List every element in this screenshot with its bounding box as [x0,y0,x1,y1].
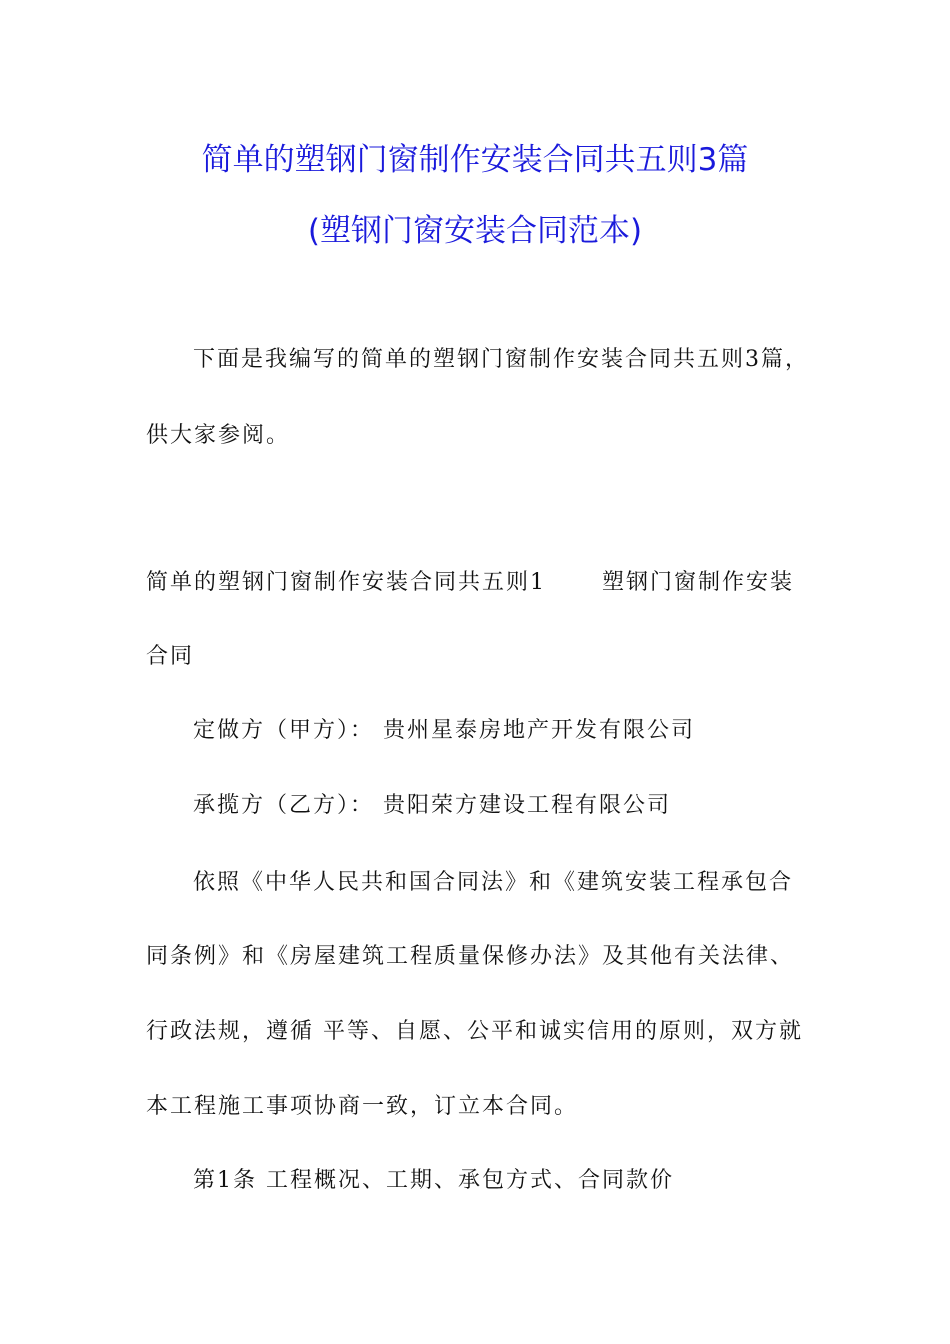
paragraph-line-4: 本工程施工事项协商一致，订立本合同。 [146,1094,579,1119]
document-title-line-1: 简单的塑钢门窗制作安装合同共五则3篇 [201,142,749,178]
party-b: 承揽方（乙方）： 贵阳荣方建设工程有限公司 [193,793,671,818]
intro-line-2: 供大家参阅。 [146,423,291,448]
section-heading-line-2: 合同 [146,644,195,669]
intro-line-1: 下面是我编写的简单的塑钢门窗制作安装合同共五则3篇， [193,347,809,372]
party-a: 定做方（甲方）： 贵州星泰房地产开发有限公司 [193,718,695,743]
section-heading [146,568,794,598]
section-heading-part-2: 塑钢门窗制作安装 [602,570,795,595]
article-1-heading: 第1条 工程概况、工期、承包方式、合同款价 [193,1168,674,1193]
section-heading-part-1: 简单的塑钢门窗制作安装合同共五则1 [146,570,546,595]
paragraph-line-2: 同条例》和《房屋建筑工程质量保修办法》及其他有关法律、 [146,944,795,969]
document-title-line-2: (塑钢门窗安装合同范本) [307,213,643,249]
paragraph-line-3: 行政法规，遵循 平等、自愿、公平和诚实信用的原则，双方就 [146,1019,803,1044]
paragraph-line-1: 依照《中华人民共和国合同法》和《建筑安装工程承包合 [193,870,794,895]
